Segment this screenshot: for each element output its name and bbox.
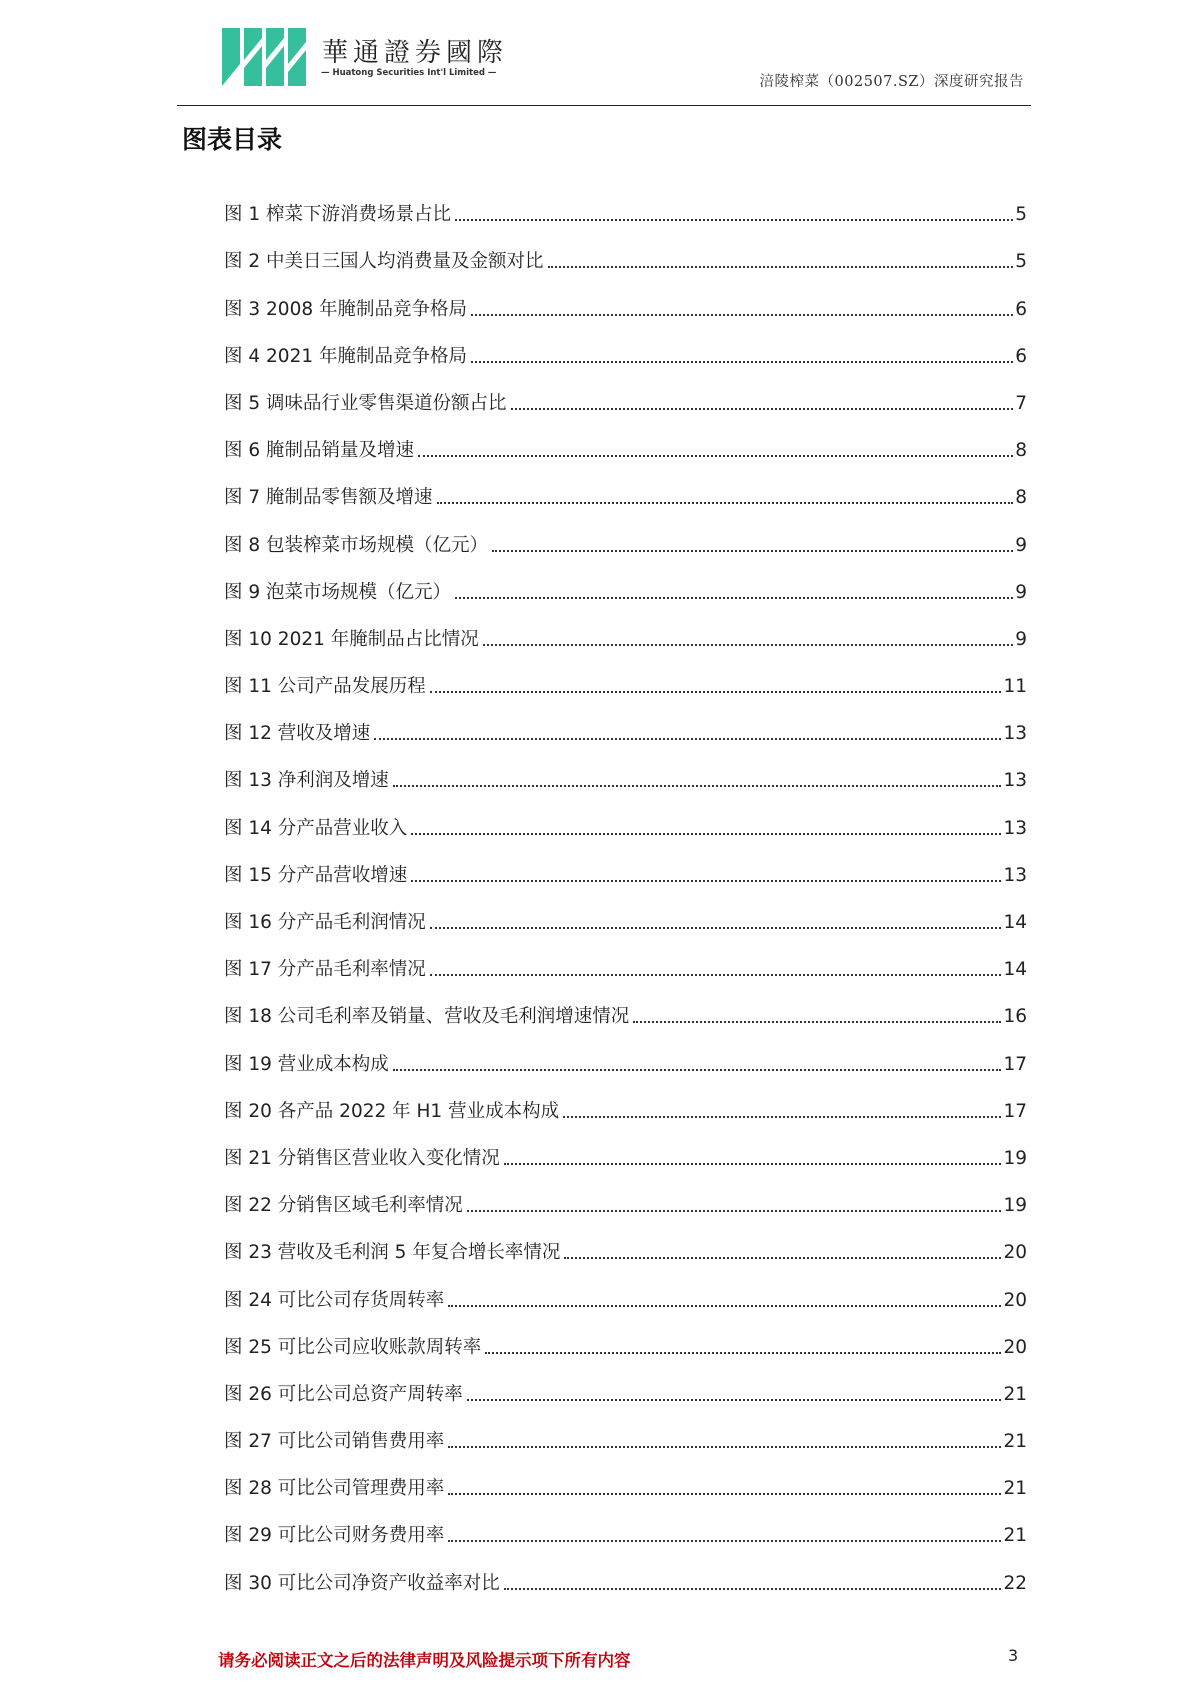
toc-entry-label[interactable]: 图 29 可比公司财务费用率	[224, 1525, 445, 1547]
toc-dot-leader	[430, 691, 1002, 693]
toc-dot-leader	[492, 550, 1013, 552]
toc-entry-page[interactable]: 16	[1003, 1006, 1027, 1028]
toc-entry-page[interactable]: 20	[1003, 1289, 1027, 1311]
toc-entry-label[interactable]: 图 30 可比公司净资产收益率对比	[224, 1572, 500, 1594]
toc-entry-page[interactable]: 21	[1003, 1525, 1027, 1547]
toc-entry-page[interactable]: 20	[1003, 1242, 1027, 1264]
toc-entry-page[interactable]: 14	[1003, 959, 1027, 981]
toc-entry-page[interactable]: 21	[1003, 1431, 1027, 1453]
toc-entry-label[interactable]: 图 3 2008 年腌制品竞争格局	[224, 298, 467, 320]
toc-dot-leader	[393, 785, 1002, 787]
toc-entry-label[interactable]: 图 12 营收及增速	[224, 723, 371, 745]
toc-heading: 图表目录	[182, 125, 283, 154]
toc-entry[interactable]	[224, 557, 1027, 604]
toc-entry[interactable]	[224, 698, 1027, 745]
toc-entry-label[interactable]: 图 7 腌制品零售额及增速	[224, 487, 433, 509]
toc-dot-leader	[467, 1210, 1002, 1212]
toc-dot-leader	[430, 927, 1002, 929]
toc-entry-label[interactable]: 图 27 可比公司销售费用率	[224, 1431, 445, 1453]
toc-dot-leader	[563, 1116, 1001, 1118]
toc-entry-label[interactable]: 图 25 可比公司应收账款周转率	[224, 1336, 482, 1358]
toc-dot-leader	[548, 266, 1014, 268]
toc-entry[interactable]	[224, 179, 1027, 226]
toc-entry-label[interactable]: 图 20 各产品 2022 年 H1 营业成本构成	[224, 1100, 560, 1122]
toc-entry-page[interactable]: 21	[1003, 1383, 1027, 1405]
toc-entry-label[interactable]: 图 1 榨菜下游消费场景占比	[224, 204, 452, 226]
toc-dot-leader	[437, 502, 1014, 504]
toc-entry-page[interactable]: 9	[1015, 581, 1027, 603]
toc-entry-page[interactable]: 13	[1003, 864, 1027, 886]
toc-dot-leader	[411, 880, 1001, 882]
toc-entry-label[interactable]: 图 24 可比公司存货周转率	[224, 1289, 445, 1311]
header-divider	[177, 105, 1031, 106]
toc-dot-leader	[504, 1163, 1002, 1165]
toc-entry[interactable]	[224, 1359, 1027, 1406]
logo-english-name: — Huatong Securities Int'l Limited —	[321, 68, 497, 78]
toc-entry-page[interactable]: 13	[1003, 817, 1027, 839]
toc-entry-page[interactable]: 17	[1003, 1053, 1027, 1075]
toc-entry-label[interactable]: 图 4 2021 年腌制品竞争格局	[224, 345, 467, 367]
toc-entry[interactable]	[224, 604, 1027, 651]
toc-dot-leader	[455, 597, 1013, 599]
toc-entry-label[interactable]: 图 11 公司产品发展历程	[224, 676, 426, 698]
toc-dot-leader	[483, 644, 1013, 646]
toc-entry-page[interactable]: 21	[1003, 1478, 1027, 1500]
toc-entry[interactable]	[224, 840, 1027, 887]
toc-entry[interactable]	[224, 1406, 1027, 1453]
toc-entry-label[interactable]: 图 23 营收及毛利润 5 年复合增长率情况	[224, 1242, 561, 1264]
toc-dot-leader	[418, 455, 1013, 457]
toc-entry[interactable]	[224, 1170, 1027, 1217]
toc-entry[interactable]	[224, 745, 1027, 792]
toc-entry-page[interactable]: 19	[1003, 1147, 1027, 1169]
toc-dot-leader	[393, 1069, 1002, 1071]
toc-entry[interactable]	[224, 1547, 1027, 1594]
toc-entry-page[interactable]: 8	[1015, 440, 1027, 462]
toc-entry-page[interactable]: 13	[1003, 770, 1027, 792]
toc-entry-label[interactable]: 图 2 中美日三国人均消费量及金额对比	[224, 251, 544, 273]
toc-entry-label[interactable]: 图 21 分销售区营业收入变化情况	[224, 1147, 500, 1169]
toc-dot-leader	[448, 1493, 1001, 1495]
toc-entry-page[interactable]: 19	[1003, 1195, 1027, 1217]
toc-entry-label[interactable]: 图 16 分产品毛利润情况	[224, 912, 426, 933]
toc-entry-label[interactable]: 图 26 可比公司总资产周转率	[224, 1383, 463, 1405]
toc-entry-label[interactable]: 图 15 分产品营收增速	[224, 864, 408, 886]
toc-dot-leader	[448, 1540, 1001, 1542]
toc-dot-leader	[504, 1588, 1002, 1590]
toc-entry-label[interactable]: 图 13 净利润及增速	[224, 770, 389, 792]
toc-dot-leader	[374, 738, 1001, 740]
toc-entry[interactable]	[224, 368, 1027, 415]
toc-entry-label[interactable]: 图 19 营业成本构成	[224, 1053, 389, 1075]
toc-entry[interactable]	[224, 887, 1027, 934]
toc-entry[interactable]	[224, 792, 1027, 839]
toc-entry-label[interactable]: 图 10 2021 年腌制品占比情况	[224, 628, 479, 650]
toc-entry[interactable]	[224, 1123, 1027, 1170]
toc-entry[interactable]	[224, 1453, 1027, 1500]
toc-entry-label[interactable]: 图 9 泡菜市场规模（亿元）	[224, 581, 452, 603]
toc-entry-page[interactable]: 22	[1003, 1572, 1027, 1594]
toc-entry-page[interactable]: 9	[1015, 628, 1027, 650]
toc-entry-page[interactable]: 13	[1003, 723, 1027, 745]
toc-dot-leader	[455, 219, 1013, 221]
toc-dot-leader	[564, 1257, 1001, 1259]
toc-entry-label[interactable]: 图 6 腌制品销量及增速	[224, 440, 415, 462]
toc-entry[interactable]	[224, 981, 1027, 1028]
toc-entry[interactable]	[224, 1076, 1027, 1123]
toc-entry[interactable]	[224, 1264, 1027, 1311]
toc-entry[interactable]	[224, 1217, 1027, 1264]
toc-entry-page[interactable]: 17	[1003, 1100, 1027, 1122]
toc-entry[interactable]	[224, 321, 1027, 368]
toc-dot-leader	[448, 1305, 1001, 1307]
toc-entry-label[interactable]: 图 14 分产品营业收入	[224, 817, 408, 839]
toc-entry[interactable]	[224, 509, 1027, 556]
toc-dot-leader	[467, 1399, 1002, 1401]
toc-entry-page[interactable]: 11	[1003, 676, 1027, 698]
huatong-logo-mark-icon	[222, 28, 306, 86]
toc-entry-page[interactable]: 5	[1015, 251, 1027, 273]
toc-entry[interactable]	[224, 651, 1027, 698]
toc-entry[interactable]	[224, 415, 1027, 462]
toc-dot-leader	[471, 314, 1013, 316]
page-number: 3	[1008, 1646, 1019, 1665]
toc-entry[interactable]	[224, 226, 1027, 273]
toc-entry-page[interactable]: 8	[1015, 487, 1027, 509]
toc-entry-label[interactable]: 图 18 公司毛利率及销量、营收及毛利润增速情况	[224, 1006, 630, 1028]
footer-disclaimer: 请务必阅读正文之后的法律声明及风险提示项下所有内容	[218, 1651, 631, 1670]
toc-entry-page[interactable]: 6	[1015, 345, 1027, 367]
toc-entry-label[interactable]: 图 17 分产品毛利率情况	[224, 959, 426, 981]
report-title: 涪陵榨菜（002507.SZ）深度研究报告	[759, 74, 1024, 90]
toc-entry[interactable]	[224, 462, 1027, 509]
toc-dot-leader	[448, 1446, 1001, 1448]
toc-entry-label[interactable]: 图 5 调味品行业零售渠道份额占比	[224, 392, 507, 414]
toc-entry-label[interactable]: 图 22 分销售区域毛利率情况	[224, 1195, 463, 1217]
toc-entry-page[interactable]: 5	[1015, 204, 1027, 226]
toc-entry[interactable]	[224, 1312, 1027, 1359]
toc-dot-leader	[430, 974, 1002, 976]
company-logo	[222, 28, 522, 88]
toc-entry[interactable]	[224, 934, 1027, 981]
toc-entry[interactable]	[224, 1028, 1027, 1075]
toc-entry-label[interactable]: 图 28 可比公司管理费用率	[224, 1478, 445, 1500]
toc-entry-page[interactable]: 9	[1015, 534, 1027, 556]
toc-dot-leader	[471, 361, 1013, 363]
toc-entry[interactable]	[224, 1500, 1027, 1547]
toc-dot-leader	[633, 1021, 1001, 1023]
figure-toc-list	[224, 179, 1027, 1595]
logo-chinese-name: 華通證券國際	[322, 38, 509, 68]
toc-entry-page[interactable]: 20	[1003, 1336, 1027, 1358]
toc-dot-leader	[411, 833, 1001, 835]
toc-entry-page[interactable]: 14	[1003, 912, 1027, 933]
toc-dot-leader	[485, 1352, 1001, 1354]
toc-entry-page[interactable]: 6	[1015, 298, 1027, 320]
toc-entry[interactable]	[224, 273, 1027, 320]
toc-dot-leader	[511, 408, 1014, 410]
toc-entry-page[interactable]: 7	[1015, 392, 1027, 414]
toc-entry-label[interactable]: 图 8 包装榨菜市场规模（亿元）	[224, 534, 489, 556]
